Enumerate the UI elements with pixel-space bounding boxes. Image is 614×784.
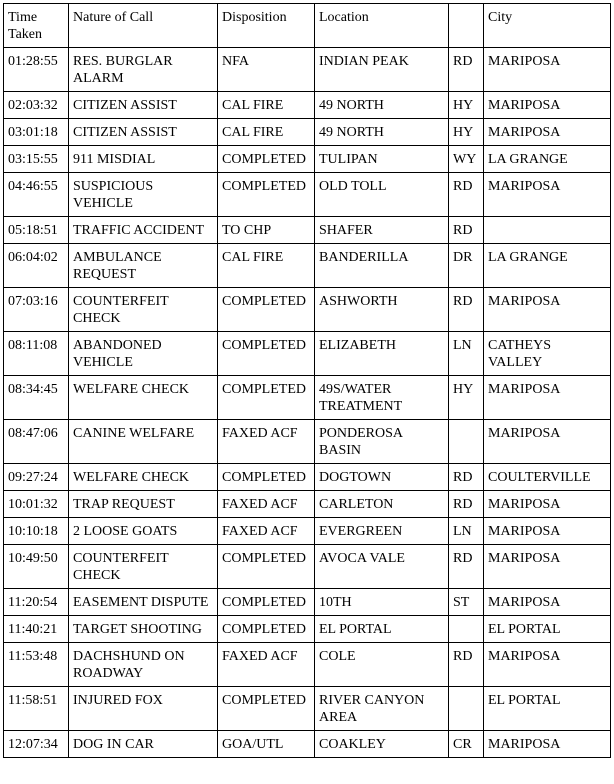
cell-nature-of-call: SUSPICIOUS VEHICLE	[69, 173, 218, 217]
cell-street-suffix: HY	[449, 376, 484, 420]
cell-disposition: COMPLETED	[218, 545, 315, 589]
cell-city: MARIPOSA	[484, 731, 611, 758]
cell-disposition: NFA	[218, 48, 315, 92]
table-row	[4, 589, 611, 616]
cell-nature-of-call: INJURED FOX	[69, 687, 218, 731]
cell-location: ELIZABETH	[315, 332, 449, 376]
cell-disposition: COMPLETED	[218, 616, 315, 643]
cell-location: BANDERILLA	[315, 244, 449, 288]
cell-nature-of-call: CITIZEN ASSIST	[69, 92, 218, 119]
cell-city: MARIPOSA	[484, 173, 611, 217]
cell-city: MARIPOSA	[484, 643, 611, 687]
table-row	[4, 244, 611, 288]
cell-nature-of-call: TRAP REQUEST	[69, 491, 218, 518]
cell-street-suffix: RD	[449, 643, 484, 687]
cell-nature-of-call: ABANDONED VEHICLE	[69, 332, 218, 376]
cell-time-taken: 12:07:34	[4, 731, 69, 758]
cell-street-suffix: RD	[449, 491, 484, 518]
header-city: City	[484, 4, 611, 48]
cell-city: MARIPOSA	[484, 589, 611, 616]
cell-nature-of-call: COUNTERFEIT CHECK	[69, 545, 218, 589]
cell-time-taken: 05:18:51	[4, 217, 69, 244]
cell-disposition: FAXED ACF	[218, 643, 315, 687]
cell-nature-of-call: 2 LOOSE GOATS	[69, 518, 218, 545]
table-row	[4, 731, 611, 758]
cell-time-taken: 06:04:02	[4, 244, 69, 288]
table-row	[4, 119, 611, 146]
cell-time-taken: 04:46:55	[4, 173, 69, 217]
cell-disposition: GOA/UTL	[218, 731, 315, 758]
cell-nature-of-call: 911 MISDIAL	[69, 146, 218, 173]
cell-street-suffix: CR	[449, 731, 484, 758]
cell-city: MARIPOSA	[484, 376, 611, 420]
table-row	[4, 491, 611, 518]
cell-street-suffix: WY	[449, 146, 484, 173]
header-nature-of-call: Nature of Call	[69, 4, 218, 48]
cell-city: LA GRANGE	[484, 244, 611, 288]
cell-location: EL PORTAL	[315, 616, 449, 643]
cell-time-taken: 03:01:18	[4, 119, 69, 146]
cell-nature-of-call: DACHSHUND ON ROADWAY	[69, 643, 218, 687]
cell-disposition: FAXED ACF	[218, 518, 315, 545]
cell-location: RIVER CANYON AREA	[315, 687, 449, 731]
cell-disposition: CAL FIRE	[218, 119, 315, 146]
cell-disposition: COMPLETED	[218, 332, 315, 376]
cell-time-taken: 08:47:06	[4, 420, 69, 464]
cell-city: EL PORTAL	[484, 687, 611, 731]
cell-disposition: CAL FIRE	[218, 244, 315, 288]
cell-location: 49S/WATER TREATMENT	[315, 376, 449, 420]
table-row	[4, 518, 611, 545]
cell-street-suffix: HY	[449, 92, 484, 119]
table-row	[4, 420, 611, 464]
cell-disposition: COMPLETED	[218, 589, 315, 616]
cell-disposition: FAXED ACF	[218, 420, 315, 464]
cell-street-suffix: RD	[449, 217, 484, 244]
cell-nature-of-call: WELFARE CHECK	[69, 376, 218, 420]
cell-street-suffix: LN	[449, 518, 484, 545]
cell-time-taken: 02:03:32	[4, 92, 69, 119]
cell-street-suffix: ST	[449, 589, 484, 616]
cell-street-suffix	[449, 687, 484, 731]
cell-city: MARIPOSA	[484, 288, 611, 332]
cell-city: MARIPOSA	[484, 491, 611, 518]
header-disposition: Disposition	[218, 4, 315, 48]
table-row	[4, 616, 611, 643]
cell-location: DOGTOWN	[315, 464, 449, 491]
cell-nature-of-call: DOG IN CAR	[69, 731, 218, 758]
cell-time-taken: 09:27:24	[4, 464, 69, 491]
cell-street-suffix: RD	[449, 545, 484, 589]
cell-street-suffix: RD	[449, 464, 484, 491]
cell-time-taken: 11:20:54	[4, 589, 69, 616]
table-row	[4, 545, 611, 589]
table-row	[4, 92, 611, 119]
cell-city	[484, 217, 611, 244]
cell-nature-of-call: TRAFFIC ACCIDENT	[69, 217, 218, 244]
cell-disposition: COMPLETED	[218, 146, 315, 173]
cell-nature-of-call: EASEMENT DISPUTE	[69, 589, 218, 616]
cell-location: INDIAN PEAK	[315, 48, 449, 92]
table-row	[4, 146, 611, 173]
table-row	[4, 643, 611, 687]
cell-location: 49 NORTH	[315, 92, 449, 119]
cell-street-suffix: HY	[449, 119, 484, 146]
cell-street-suffix: DR	[449, 244, 484, 288]
cell-time-taken: 08:34:45	[4, 376, 69, 420]
cell-city: LA GRANGE	[484, 146, 611, 173]
header-row	[4, 4, 611, 48]
cell-location: COAKLEY	[315, 731, 449, 758]
cell-location: TULIPAN	[315, 146, 449, 173]
cell-city: MARIPOSA	[484, 420, 611, 464]
cell-disposition: TO CHP	[218, 217, 315, 244]
table-row	[4, 288, 611, 332]
cell-street-suffix: RD	[449, 173, 484, 217]
cell-city: CATHEYS VALLEY	[484, 332, 611, 376]
cell-city: MARIPOSA	[484, 518, 611, 545]
cell-city: MARIPOSA	[484, 545, 611, 589]
cell-location: 10TH	[315, 589, 449, 616]
call-log-table	[3, 3, 611, 758]
cell-city: MARIPOSA	[484, 92, 611, 119]
cell-street-suffix	[449, 420, 484, 464]
cell-nature-of-call: COUNTERFEIT CHECK	[69, 288, 218, 332]
table-row	[4, 173, 611, 217]
cell-location: AVOCA VALE	[315, 545, 449, 589]
table-row	[4, 687, 611, 731]
table-row	[4, 217, 611, 244]
cell-disposition: COMPLETED	[218, 376, 315, 420]
cell-city: COULTERVILLE	[484, 464, 611, 491]
cell-location: SHAFER	[315, 217, 449, 244]
cell-disposition: COMPLETED	[218, 687, 315, 731]
cell-time-taken: 01:28:55	[4, 48, 69, 92]
cell-city: EL PORTAL	[484, 616, 611, 643]
cell-nature-of-call: CITIZEN ASSIST	[69, 119, 218, 146]
cell-nature-of-call: RES. BURGLAR ALARM	[69, 48, 218, 92]
cell-time-taken: 10:01:32	[4, 491, 69, 518]
cell-location: PONDEROSA BASIN	[315, 420, 449, 464]
cell-disposition: FAXED ACF	[218, 491, 315, 518]
cell-time-taken: 11:53:48	[4, 643, 69, 687]
cell-city: MARIPOSA	[484, 48, 611, 92]
cell-nature-of-call: WELFARE CHECK	[69, 464, 218, 491]
table-row	[4, 464, 611, 491]
call-log-body	[4, 48, 611, 758]
header-street-suffix	[449, 4, 484, 48]
cell-disposition: COMPLETED	[218, 464, 315, 491]
cell-street-suffix: RD	[449, 288, 484, 332]
cell-time-taken: 10:10:18	[4, 518, 69, 545]
cell-street-suffix	[449, 616, 484, 643]
header-time-taken: Time Taken	[4, 4, 69, 48]
cell-city: MARIPOSA	[484, 119, 611, 146]
cell-nature-of-call: AMBULANCE REQUEST	[69, 244, 218, 288]
cell-disposition: COMPLETED	[218, 173, 315, 217]
cell-nature-of-call: TARGET SHOOTING	[69, 616, 218, 643]
cell-location: 49 NORTH	[315, 119, 449, 146]
cell-disposition: COMPLETED	[218, 288, 315, 332]
cell-time-taken: 03:15:55	[4, 146, 69, 173]
table-row	[4, 332, 611, 376]
cell-location: CARLETON	[315, 491, 449, 518]
cell-street-suffix: LN	[449, 332, 484, 376]
cell-location: COLE	[315, 643, 449, 687]
header-location: Location	[315, 4, 449, 48]
cell-time-taken: 10:49:50	[4, 545, 69, 589]
cell-location: ASHWORTH	[315, 288, 449, 332]
cell-location: OLD TOLL	[315, 173, 449, 217]
cell-time-taken: 08:11:08	[4, 332, 69, 376]
table-row	[4, 48, 611, 92]
cell-location: EVERGREEN	[315, 518, 449, 545]
cell-disposition: CAL FIRE	[218, 92, 315, 119]
cell-time-taken: 07:03:16	[4, 288, 69, 332]
table-row	[4, 376, 611, 420]
cell-street-suffix: RD	[449, 48, 484, 92]
cell-time-taken: 11:40:21	[4, 616, 69, 643]
cell-time-taken: 11:58:51	[4, 687, 69, 731]
cell-nature-of-call: CANINE WELFARE	[69, 420, 218, 464]
